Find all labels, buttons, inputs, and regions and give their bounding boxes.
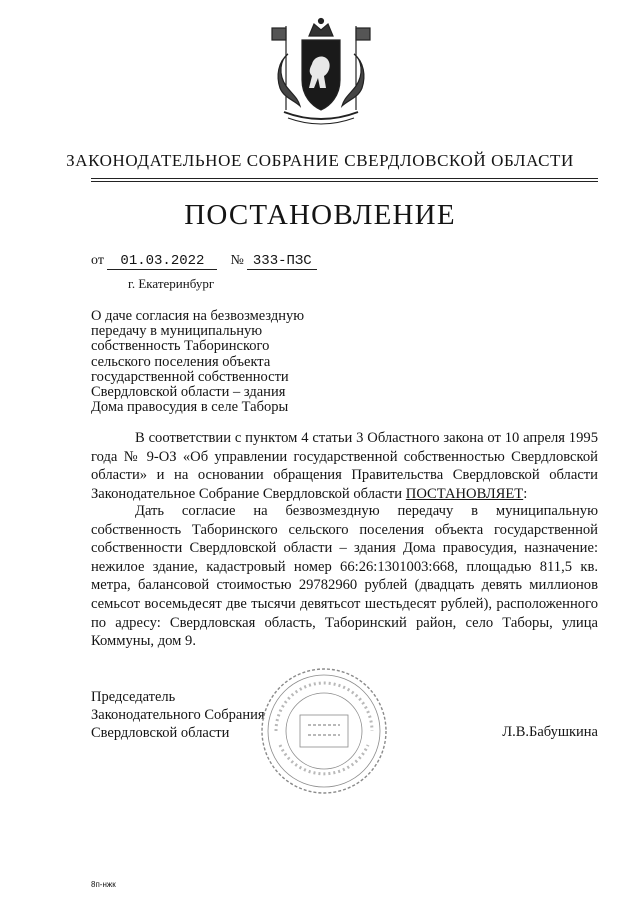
city: г. Екатеринбург — [128, 276, 215, 291]
signatory-position — [91, 688, 265, 742]
subject-line: государственной собственности — [91, 368, 289, 385]
subject-line: О даче согласия на безвозмездную — [91, 308, 305, 324]
official-seal-icon — [258, 665, 390, 797]
preamble-text: В соответствии с пунктом 4 статьи 3 Областного закона от 10 апреля 1995 года № 9-ОЗ «Об управлении государственной собственностью Свердловской области» и на основании обращения Правительства Свердловской области Законодательное Собрание Свердловской области — [91, 430, 598, 502]
preamble-paragraph — [91, 429, 598, 503]
subject-line: сельского поселения объекта — [91, 353, 271, 370]
header-divider-secondary — [91, 181, 598, 182]
resolves-colon: : — [523, 485, 528, 502]
subject-line: Дома правосудия в селе Таборы — [91, 399, 289, 416]
position-line: Председатель — [91, 689, 176, 705]
document-date: 01.03.2022 — [107, 254, 217, 270]
subject-line: Свердловской области – здания — [91, 384, 286, 401]
number-prefix: № — [230, 253, 244, 268]
position-line: Законодательного Собрания — [91, 707, 265, 723]
organization-name: ЗАКОНОДАТЕЛЬНОЕ СОБРАНИЕ СВЕРДЛОВСКОЙ ОБЛАСТИ — [66, 151, 574, 170]
footer-code: 8п-нжк — [91, 880, 116, 889]
resolves-keyword: ПОСТАНОВЛЯЕТ — [405, 485, 524, 502]
coat-of-arms-icon — [262, 14, 380, 132]
subject-line: передачу в муниципальную — [91, 323, 263, 340]
subject-line: собственность Таборинского — [91, 338, 270, 355]
document-subject — [91, 309, 351, 415]
document-number: 333-ПЗС — [247, 254, 317, 270]
date-prefix: от — [91, 253, 104, 268]
resolution-paragraph: Дать согласие на безвозмездную передачу в муниципальную собственность Таборинского сельского поселения объекта государственной собственности Свердловской области – здания Дома правосудия, назначение: нежилое здание, кадастровый номер 66:26:1301003:668, площадью 811,5 кв. метра, балансовой стоимостью 29782960 рублей (двадцать девять миллионов семьсот восемьдесят две тысячи девятьсот шестьдесят рублей), расположенного по адресу: Свердловская область, Таборинский район, село Таборы, улица Коммуны, дом 9. — [91, 503, 598, 650]
document-type-title: ПОСТАНОВЛЕНИЕ — [184, 199, 456, 231]
signatory-name: Л.В.Бабушкина — [502, 724, 598, 740]
date-number-line — [91, 253, 317, 270]
header-divider — [91, 178, 598, 179]
position-line: Свердловской области — [91, 725, 230, 741]
